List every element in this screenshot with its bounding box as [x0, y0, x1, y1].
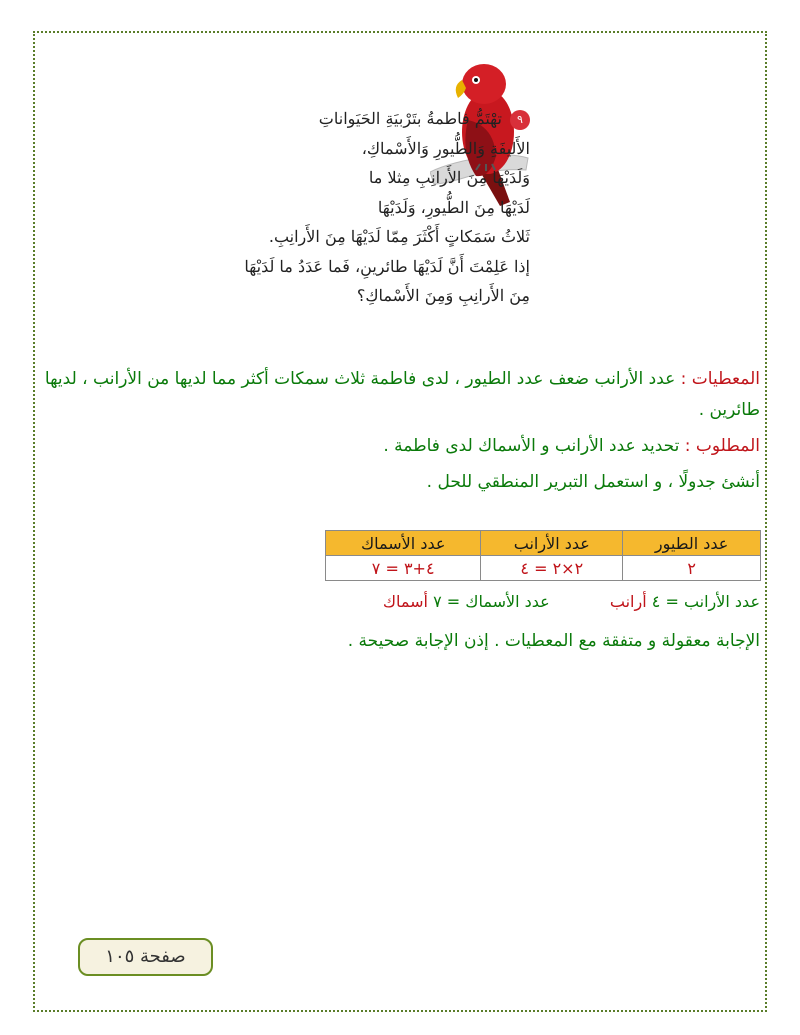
page-number-label: صفحة ١٠٥	[78, 938, 213, 976]
problem-line-3: وَلَدَيْهَا مِنَ الأَرانِبِ مِثلا ما	[368, 168, 530, 187]
problem-line-1: ٩تهْتَمُّ فاطمةُ بتَرْبيَةِ الحَيَواناتِ	[230, 104, 530, 134]
givens-label: المعطيات :	[680, 369, 760, 389]
fish-count-label: عدد الأسماك = ٧	[433, 592, 550, 611]
table-cell-birds: ٢	[623, 556, 761, 581]
problem-line-7: مِنَ الأَرانِبِ وَمِنَ الأَسْماكِ؟	[356, 286, 530, 305]
problem-number-badge: ٩	[510, 110, 530, 130]
problem-line-2: الأَليفَةِ وَالطُّيورِ وَالأَسْماكِ،	[361, 138, 530, 158]
summary-table	[325, 530, 761, 581]
table-header-fish: عدد الأسماك	[326, 531, 481, 556]
required-text: تحديد عدد الأرانب و الأسماك لدى فاطمة .	[383, 436, 685, 456]
conclusion-text: الإجابة معقولة و متفقة مع المعطيات . إذن الإجابة صحيحة .	[347, 631, 760, 651]
problem-statement	[230, 104, 530, 311]
problem-line-4: لَدَيْهَا مِنَ الطُّيورِ، وَلَدَيْهَا	[377, 197, 530, 217]
table-header-row	[326, 531, 761, 556]
table-header-birds: عدد الطيور	[623, 531, 761, 556]
table-header-rabbits: عدد الأرانب	[481, 531, 623, 556]
required-paragraph	[40, 431, 760, 462]
rabbits-unit: أرانب	[609, 592, 647, 611]
table-cell-fish: ٤+٣ = ٧	[326, 556, 481, 581]
table-cell-rabbits: ٢×٢ = ٤	[481, 556, 623, 581]
rabbits-count-label: عدد الأرانب = ٤	[651, 592, 760, 611]
required-label: المطلوب :	[684, 436, 760, 456]
givens-paragraph	[40, 364, 760, 426]
answer-section	[40, 364, 760, 498]
findings-line	[383, 592, 760, 611]
givens-text: عدد الأرانب ضعف عدد الطيور ، لدى فاطمة ثلاث سمكات أكثر مما لديها من الأرانب ، لديها طائرين .	[44, 369, 760, 420]
instruction-text: أنشئ جدولًا ، و استعمل التبرير المنطقي للحل .	[426, 472, 760, 492]
fish-unit: أسماك	[382, 592, 428, 611]
problem-line-5: ثَلاثُ سَمَكاتٍ أَكْثَرَ مِمّا لَدَيْهَا مِنَ الأَرانِبِ.	[268, 227, 530, 246]
problem-line-6: إذا عَلِمْتَ أَنَّ لَدَيْهَا طائرينِ، فَما عَدَدُ ما لَدَيْهَا	[244, 256, 530, 276]
table-row	[326, 556, 761, 581]
